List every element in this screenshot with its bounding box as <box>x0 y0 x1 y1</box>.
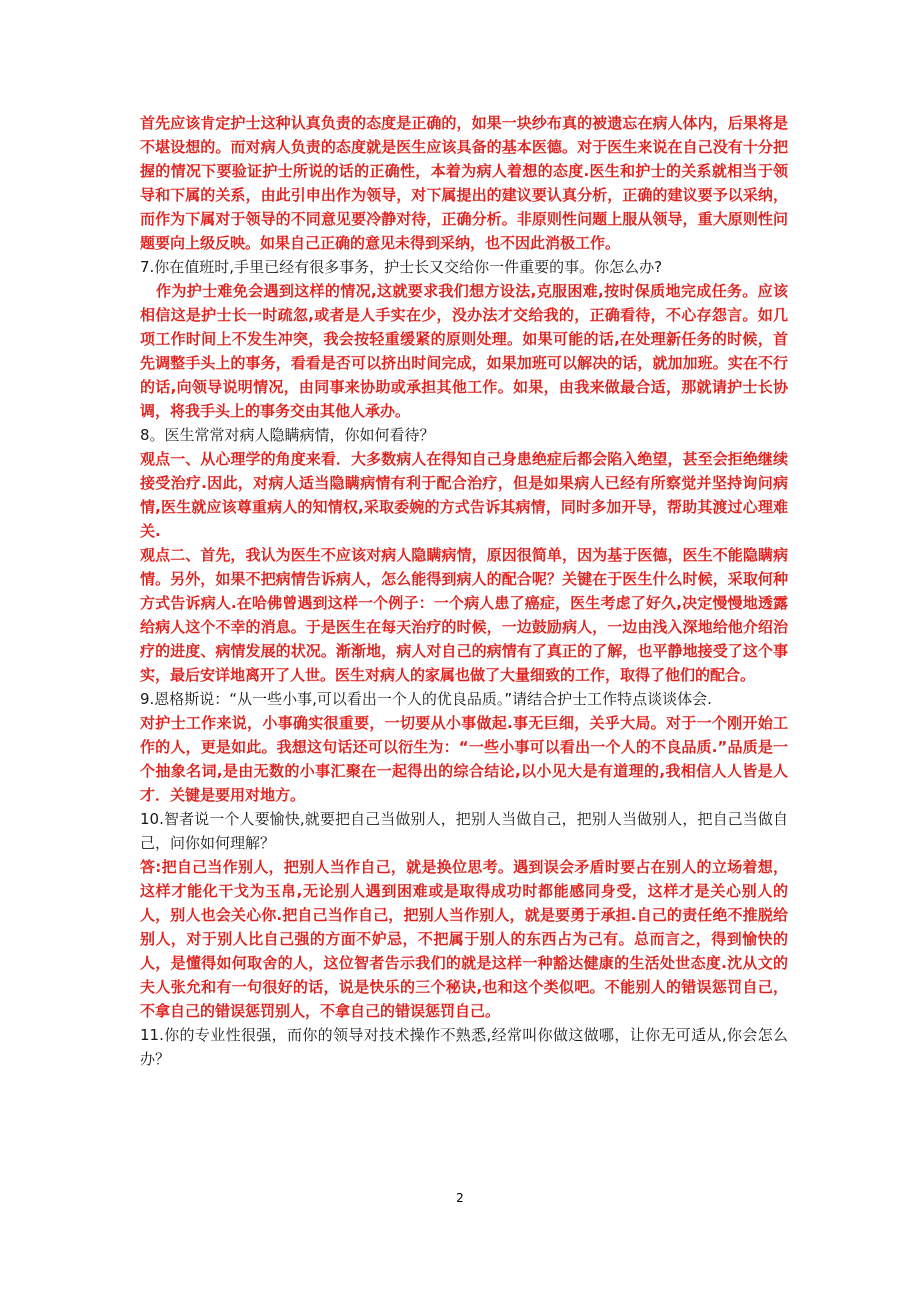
question-7: 7.你在值班时,手里已经有很多事务，护士长又交给你一件重要的事。你怎么办? <box>140 258 663 276</box>
question-11: 11.你的专业性很强，而你的领导对技术操作不熟悉,经常叫你做这做哪，让你无可适从,你会怎么办？ <box>140 1026 788 1068</box>
question-8: 8。医生常常对病人隐瞒病情，你如何看待？ <box>140 426 435 444</box>
question-9: 9.恩格斯说：“从一些小事,可以看出一个人的优良品质。”请结合护士工作特点谈谈体会. <box>140 690 712 708</box>
question-10: 10.智者说一个人要愉快,就要把自己当做别人，把别人当做自己，把别人当做别人，把自己当做自己，问你如何理解？ <box>140 810 788 852</box>
answer-8-viewpoint-2: 观点二、首先，我认为医生不应该对病人隐瞒病情，原因很简单，因为基于医德，医生不能隐瞒病情。另外，如果不把病情告诉病人，怎么能得到病人的配合呢？关键在于医生什么时候，采取何种方式告诉病人.在哈佛曾遇到这样一个例子：一个病人患了癌症，医生考虑了好久,决定慢慢地透露给病人这个不幸的消息。于是医生在每天治疗的时候，一边鼓励病人，一边由浅入深地给他介绍治疗的进度、病情发展的状况。渐渐地，病人对自己的病情有了真正的了解，也平静地接受了这个事实，最后安详地离开了人世。医生对病人的家属也做了大量细致的工作，取得了他们的配合。 <box>140 546 788 684</box>
answer-9: 对护士工作来说，小事确实很重要，一切要从小事做起.事无巨细，关乎大局。对于一个刚开始工作的人，更是如此。我想这句话还可以衍生为：“一些小事可以看出一个人的不良品质.”品质是一个抽象名词,是由无数的小事汇聚在一起得出的综合结论,以小见大是有道理的,我相信人人皆是人才．关键是要用对地方。 <box>140 714 788 804</box>
answer-10: 答:把自己当作别人，把别人当作自己，就是换位思考。遇到误会矛盾时要占在别人的立场着想，这样才能化干戈为玉帛,无论别人遇到困难或是取得成功时都能感同身受，这样才是关心别人的人，别人也会关心你.把自己当作自己，把别人当作别人，就是要勇于承担.自己的责任绝不推脱给别人，对于别人比自己强的方面不妒忌，不把属于别人的东西占为己有。总而言之，得到愉快的人，是懂得如何取舍的人，这位智者告示我们的就是这样一种豁达健康的生活处世态度.沈从文的夫人张允和有一句很好的话，说是快乐的三个秘诀,也和这个类似吧。不能别人的错误惩罚自己，不拿自己的错误惩罚别人，不拿自己的错误惩罚自己。 <box>140 858 788 1020</box>
answer-paragraph: 首先应该肯定护士这种认真负责的态度是正确的，如果一块纱布真的被遗忘在病人体内，后果将是不堪设想的。而对病人负责的态度就是医生应该具备的基本医德。对于医生来说在自己没有十分把握的情况下要验证护士所说的话的正确性，本着为病人着想的态度.医生和护士的关系就相当于领导和下属的关系，由此引申出作为领导，对下属提出的建议要认真分析，正确的建议要予以采纳，而作为下属对于领导的不同意见要冷静对待，正确分析。非原则性问题上服从领导，重大原则性问题要向上级反映。如果自己正确的意见未得到采纳，也不因此消极工作。 <box>140 114 788 252</box>
page-number: 2 <box>456 1191 464 1205</box>
document-body <box>140 111 788 1071</box>
answer-8-viewpoint-1: 观点一、从心理学的角度来看．大多数病人在得知自己身患绝症后都会陷入绝望，甚至会拒绝继续接受治疗.因此，对病人适当隐瞒病情有利于配合治疗，但是如果病人已经有所察觉并坚持询问病情,医生就应该尊重病人的知情权,采取委婉的方式告诉其病情，同时多加开导，帮助其渡过心理难关. <box>140 450 788 540</box>
answer-7: 作为护士难免会遇到这样的情况,这就要求我们想方设法,克服困难,按时保质地完成任务。应该相信这是护士长一时疏忽,或者是人手实在少，没办法才交给我的，正确看待，不心存怨言。如几项工作时间上不发生冲突，我会按轻重缓紧的原则处理。如果可能的话,在处理新任务的时候，首先调整手头上的事务，看看是否可以挤出时间完成，如果加班可以解决的话，就加加班。实在不行的话,向领导说明情况，由同事来协助或承担其他工作。如果，由我来做最合适，那就请护士长协调，将我手头上的事务交由其他人承办。 <box>140 282 788 420</box>
